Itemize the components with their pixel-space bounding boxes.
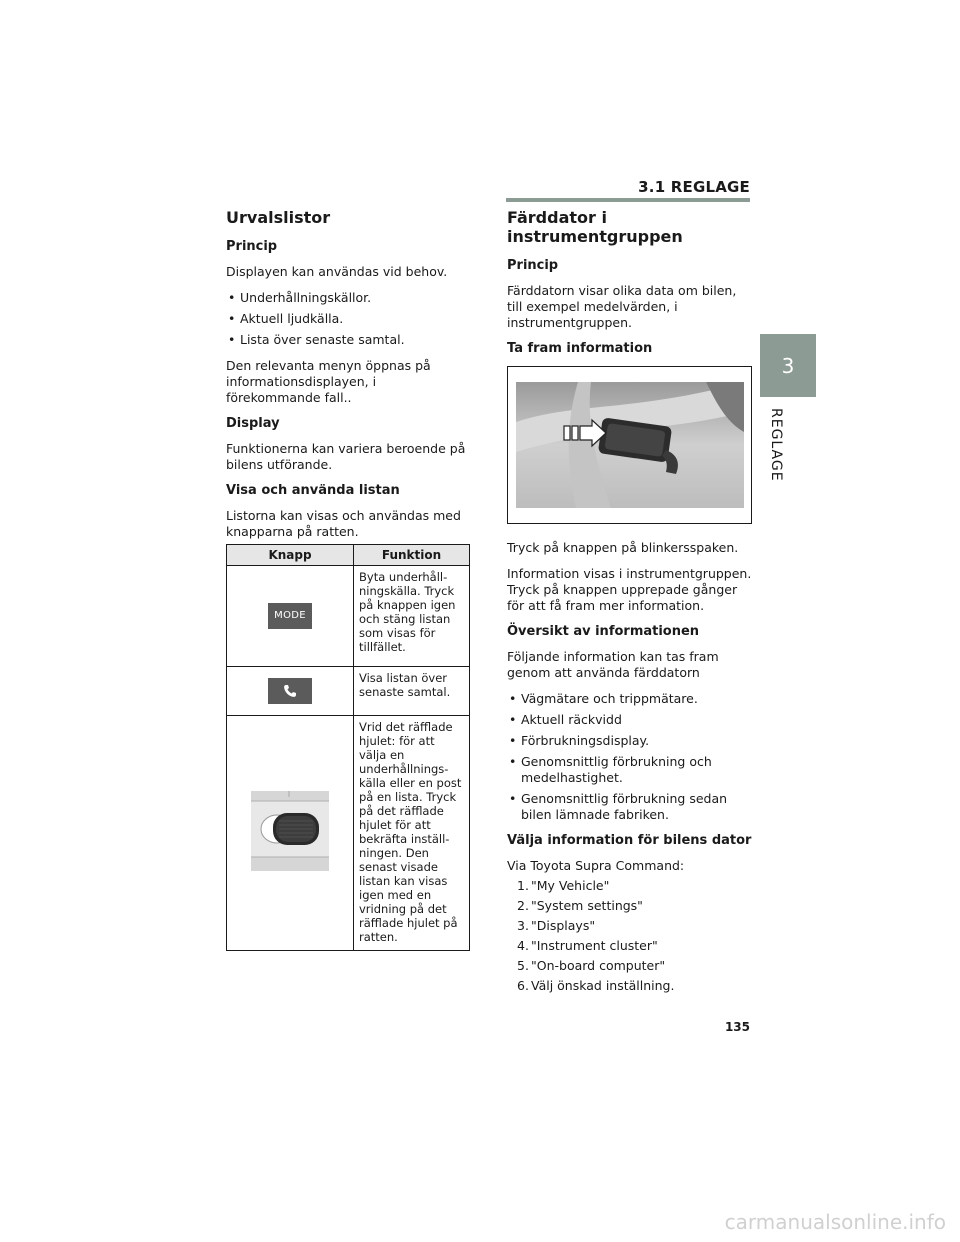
list-item <box>517 978 752 994</box>
display-text: Funktionerna kan variera beroende på bilens utförande. <box>226 440 466 472</box>
button-function-table <box>226 544 470 951</box>
list-item <box>517 918 752 934</box>
list-item <box>517 898 752 914</box>
select-info-heading: Välja information för bilens dator <box>507 833 752 849</box>
list-item: • Vägmätare och trippmätare. <box>507 691 752 707</box>
display-heading: Display <box>226 416 280 432</box>
info-shown-text: Information visas i instrumentgruppen. Tryck på knappen upprepade gånger för att få fram mer information. <box>507 566 752 614</box>
list-item <box>517 878 752 894</box>
step-text: Välj önskad inställning. <box>531 977 675 993</box>
via-text: Via Toyota Supra Command: <box>507 857 685 873</box>
step-number: 5. <box>517 957 529 973</box>
table-cell-function: Byta underhåll-ningskälla. Tryck på knappen igen och stäng listan som visas för tillfället. <box>354 565 470 666</box>
chapter-label: REGLAGE <box>768 408 784 482</box>
footer-watermark[interactable]: carmanualsonline.info <box>724 1210 946 1234</box>
show-info-heading: Ta fram information <box>507 341 653 357</box>
right-principle-heading: Princip <box>507 258 559 274</box>
step-text: "System settings" <box>531 897 643 913</box>
list-item: • Lista över senaste samtal. <box>226 332 471 348</box>
list-text: Listorna kan visas och användas med knapparna på ratten. <box>226 507 461 539</box>
left-column <box>226 208 471 951</box>
step-text: "Displays" <box>531 917 596 933</box>
list-item: • Genomsnittlig förbrukning och medelhastighet. <box>507 754 752 786</box>
table-cell-function: Vrid det räfflade hjulet: för att välja en underhållnings-källa eller en post på en lista. Tryck på det räfflade hjulet för att bekräfta inställ-ningen. Den senast visade listan kan visas igen med en vridning på det räfflade hjulet på ratten. <box>354 715 470 950</box>
step-number: 4. <box>517 937 529 953</box>
step-number: 1. <box>517 877 529 893</box>
page-number: 135 <box>724 1020 750 1034</box>
list-item: • Aktuell räckvidd <box>507 712 752 728</box>
step-text: "Instrument cluster" <box>531 937 658 953</box>
steps-list <box>507 878 752 994</box>
overview-text: Följande information kan tas fram genom att använda färddatorn <box>507 649 719 681</box>
section-header: 3.1 REGLAGE <box>638 178 750 196</box>
step-number: 6. <box>517 977 529 993</box>
list-item <box>517 938 752 954</box>
list-item: • Aktuell ljudkälla. <box>226 311 471 327</box>
list-item <box>517 958 752 974</box>
knurled-wheel-icon <box>251 791 329 871</box>
right-title: Färddator i instrumentgruppen <box>507 208 683 247</box>
right-principle-text: Färddatorn visar olika data om bilen, till exempel medelvärden, i instrumentgruppen. <box>507 283 737 331</box>
right-bullet-list <box>507 691 752 823</box>
left-menu-text: Den relevanta menyn öppnas på informationsdisplayen, i förekommande fall.. <box>226 358 431 406</box>
chapter-number: 3 <box>781 353 795 378</box>
step-text: "On-board computer" <box>531 957 666 973</box>
left-bullet-list <box>226 290 471 348</box>
turn-signal-figure <box>507 366 752 524</box>
step-text: "My Vehicle" <box>531 877 610 893</box>
list-heading: Visa och använda listan <box>226 482 400 498</box>
list-item: • Förbrukningsdisplay. <box>507 733 752 749</box>
table-header-function: Funktion <box>354 544 470 565</box>
turn-signal-stalk-button-illustration <box>516 382 744 508</box>
list-item: • Underhållningskällor. <box>226 290 471 306</box>
right-column <box>507 208 752 998</box>
header-rule <box>506 198 750 202</box>
left-principle-heading: Princip <box>226 239 278 255</box>
step-number: 2. <box>517 897 529 913</box>
left-principle-text: Displayen kan användas vid behov. <box>226 264 448 280</box>
list-item: • Genomsnittlig förbrukning sedan bilen lämnade fabriken. <box>507 791 752 823</box>
overview-heading: Översikt av informationen <box>507 624 700 640</box>
step-number: 3. <box>517 917 529 933</box>
table-row <box>227 565 470 666</box>
table-row <box>227 666 470 715</box>
table-cell-function: Visa listan över senaste samtal. <box>354 666 470 715</box>
phone-button-icon <box>268 678 312 704</box>
left-title: Urvalslistor <box>226 208 331 227</box>
press-button-text: Tryck på knappen på blinkersspaken. <box>507 540 739 556</box>
table-header-button: Knapp <box>227 544 354 565</box>
chapter-tab[interactable] <box>760 334 816 397</box>
mode-button-icon: MODE <box>268 603 312 629</box>
table-row <box>227 715 470 950</box>
